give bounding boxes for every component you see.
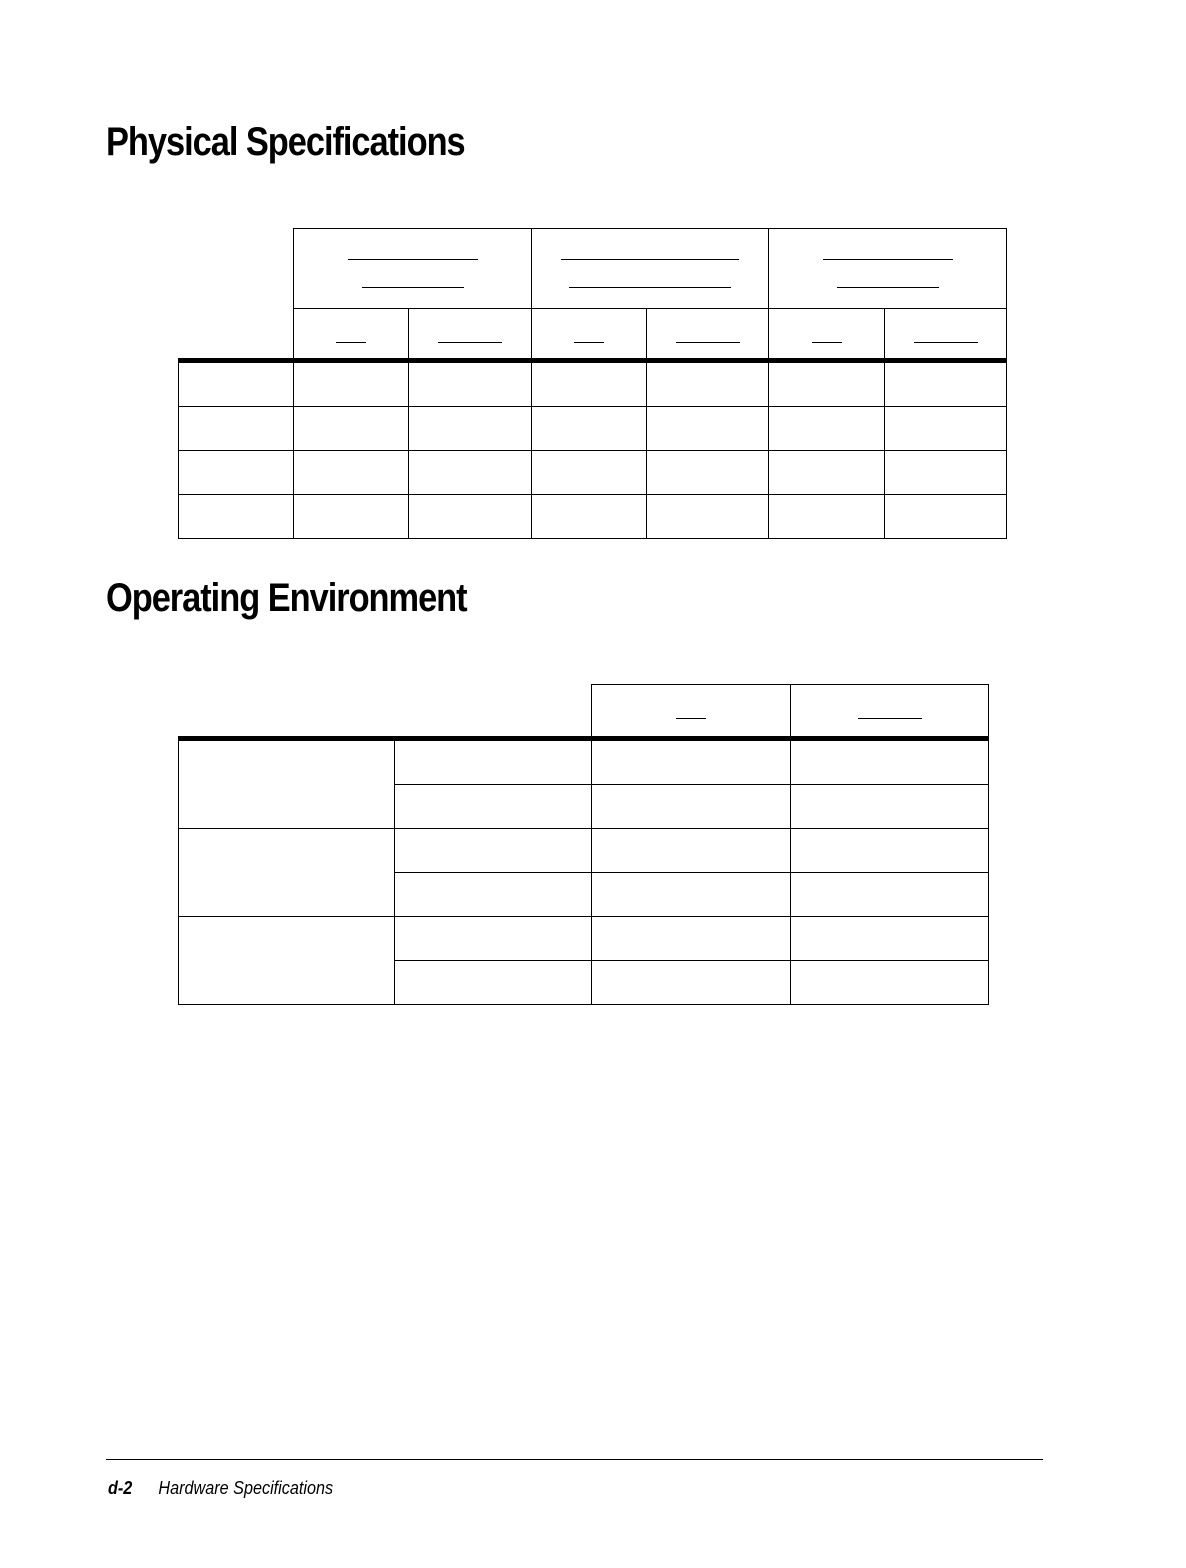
table-subheader xyxy=(409,309,532,361)
page-number: d-2 xyxy=(108,1478,133,1498)
table-header-group-3 xyxy=(769,229,1007,309)
table-row xyxy=(179,917,989,961)
table-subheader xyxy=(885,309,1007,361)
header-underline xyxy=(823,259,953,260)
physical-specifications-table xyxy=(178,228,1007,539)
table-row xyxy=(179,739,989,785)
header-underline xyxy=(837,287,939,288)
header-underline xyxy=(348,259,478,260)
table-row xyxy=(179,495,1007,539)
header-underline xyxy=(569,287,731,288)
table-subheader xyxy=(769,309,885,361)
table-subheader xyxy=(592,685,791,739)
table-corner xyxy=(395,685,592,739)
page-footer xyxy=(108,1478,333,1499)
table-subheader xyxy=(647,309,769,361)
section-heading-environment: Operating Environment xyxy=(106,576,467,620)
table-row xyxy=(179,407,1007,451)
table-header-group-1 xyxy=(294,229,532,309)
row-group-label xyxy=(179,917,395,1005)
header-underline xyxy=(561,259,739,260)
table-row xyxy=(179,829,989,873)
table-header-group-2 xyxy=(532,229,769,309)
header-underline xyxy=(362,287,464,288)
chapter-title: Hardware Specifications xyxy=(158,1478,334,1498)
table-corner xyxy=(179,229,294,309)
table-subheader xyxy=(294,309,409,361)
row-group-label xyxy=(179,829,395,917)
table-subheader xyxy=(532,309,647,361)
operating-environment-table xyxy=(178,684,989,1005)
table-row xyxy=(179,361,1007,407)
row-group-label xyxy=(179,739,395,829)
section-heading-physical: Physical Specifications xyxy=(106,120,465,164)
table-corner xyxy=(179,685,395,739)
table-row xyxy=(179,451,1007,495)
footer-rule xyxy=(106,1459,1043,1460)
table-subheader xyxy=(791,685,989,739)
table-corner xyxy=(179,309,294,361)
